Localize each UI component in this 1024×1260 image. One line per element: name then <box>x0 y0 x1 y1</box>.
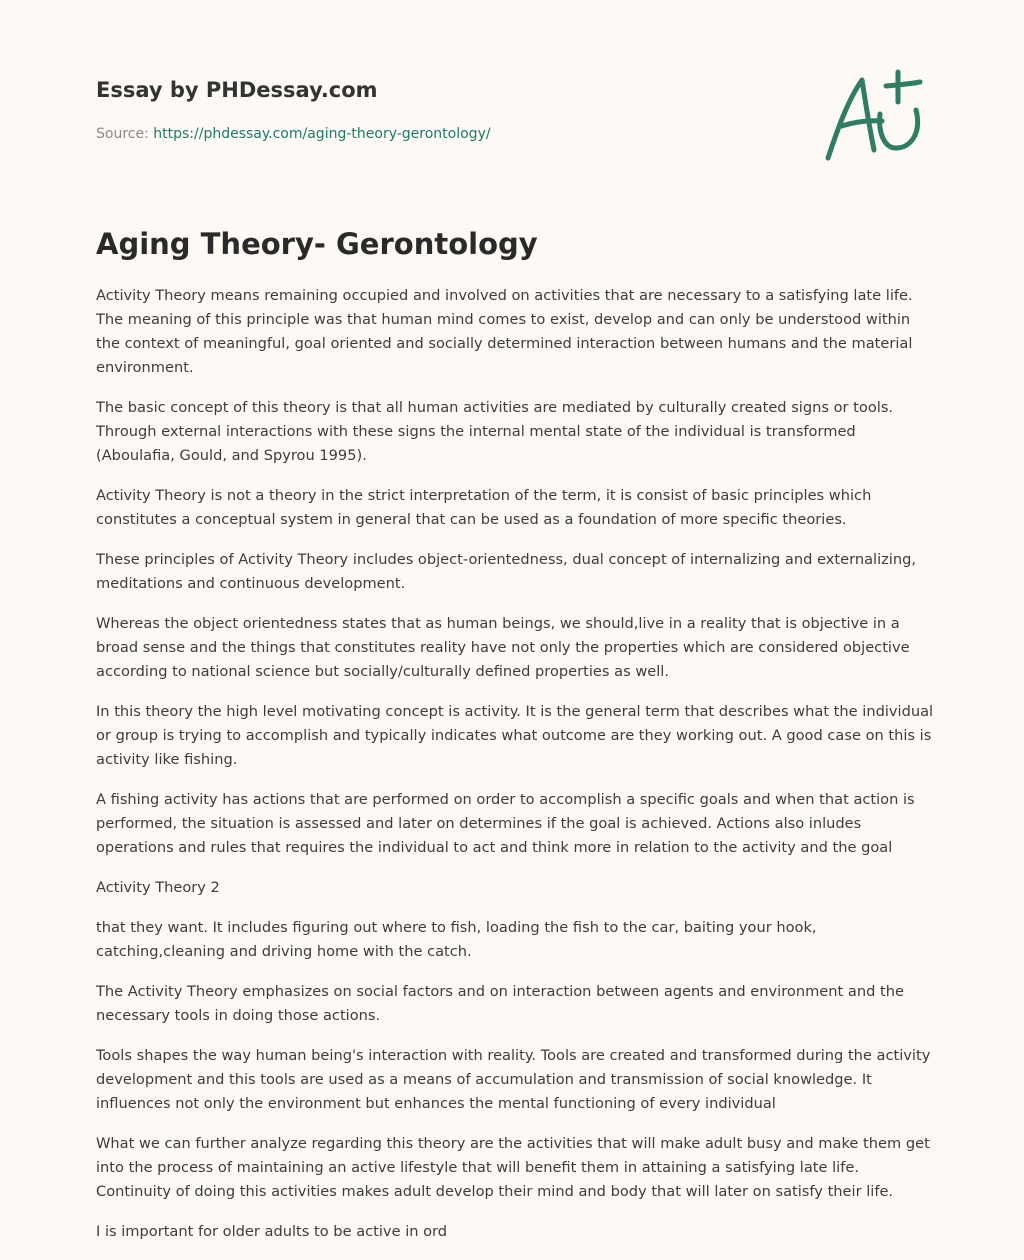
essay-paragraph: Activity Theory 2 <box>96 879 220 896</box>
essay-paragraph: The Activity Theory emphasizes on social factors and on interaction between agents and environment and the necessary tools in doing those actions. <box>96 983 904 1024</box>
a-plus-grade-icon <box>818 66 930 166</box>
essay-paragraph: Tools shapes the way human being's interaction with reality. Tools are created and transformed during the activity development and this tools are used as a means of accumulation and transmission of social knowledge. It influences not only the environment but enhances the mental functioning of every individual <box>96 1047 931 1112</box>
essay-paragraph: Activity Theory means remaining occupied and involved on activities that are necessary to a satisfying late life. The meaning of this principle was that human mind comes to exist, develop and can only be understood within the context of meaningful, goal oriented and socially determined interaction between humans and the material environment. <box>96 287 913 376</box>
essay-paragraph: Activity Theory is not a theory in the strict interpretation of the term, it is consist of basic principles which constitutes a conceptual system in general that can be used as a foundation of more specific theories. <box>96 487 872 528</box>
essay-paragraph: The basic concept of this theory is that all human activities are mediated by culturally created signs or tools. Through external interactions with these signs the internal mental state of the individual is transformed (Aboulafia, Gould, and Spyrou 1995). <box>96 399 894 464</box>
source-label: Source: <box>96 126 154 142</box>
essay-paragraph: that they want. It includes figuring out where to fish, loading the fish to the car, baiting your hook, catching,cleaning and driving home with the catch. <box>96 919 817 960</box>
essay-paragraph: In this theory the high level motivating concept is activity. It is the general term that describes what the individual or group is trying to accomplish and typically indicates what outcome are they working out. A good case on this is activity like fishing. <box>96 703 934 768</box>
essay-paragraph: A fishing activity has actions that are performed on order to accomplish a specific goals and when that action is performed, the situation is assessed and later on determines if the goal is achieved. Actions also inludes operations and rules that requires the individual to act and think more in relation to the activity and the goal <box>96 791 915 856</box>
essay-body <box>96 284 934 1260</box>
essay-title: Aging Theory- Gerontology <box>96 227 538 261</box>
essay-paragraph: I is important for older adults to be active in ord <box>96 1223 448 1240</box>
source-line <box>96 124 796 144</box>
essay-header <box>96 76 796 144</box>
essay-paragraph: Whereas the object orientedness states that as human beings, we should,live in a reality that is objective in a broad sense and the things that constitutes reality have not only the properties which are considered objective according to national science but socially/culturally defined properties as well. <box>96 615 910 680</box>
essay-paragraph: These principles of Activity Theory includes object-orientedness, dual concept of internalizing and externalizing, meditations and continuous development. <box>96 551 916 592</box>
essay-paragraph: What we can further analyze regarding this theory are the activities that will make adult busy and make them get into the process of maintaining an active lifestyle that will benefit them in attaining a satisfying late life. Continuity of doing this activities makes adult develop their mind and body that will later on satisfy their life. <box>96 1135 930 1200</box>
site-brand: Essay by PHDessay.com <box>96 78 378 102</box>
source-link[interactable]: https://phdessay.com/aging-theory-gerontology/ <box>153 126 491 142</box>
